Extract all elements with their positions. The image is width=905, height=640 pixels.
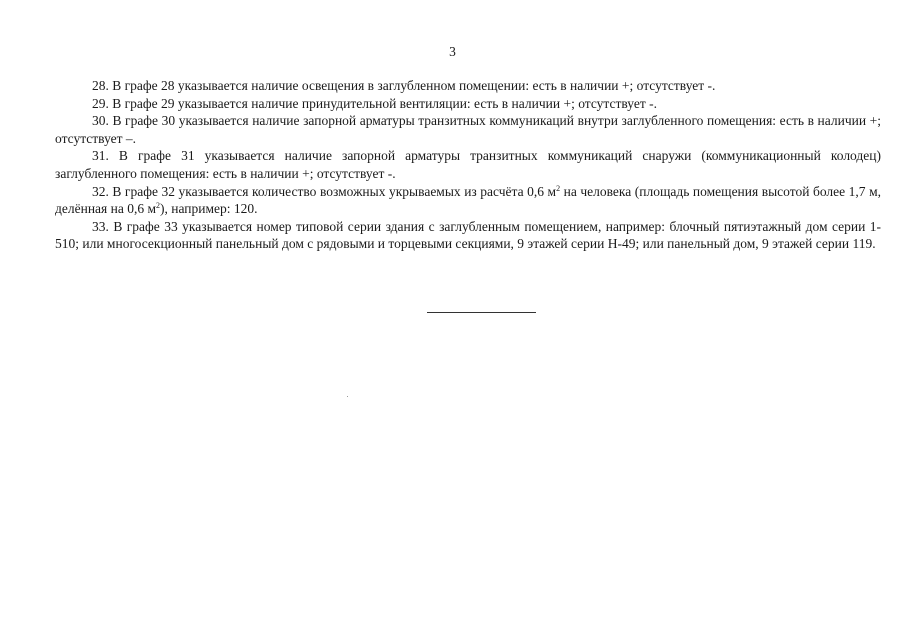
paragraph-text: В графе 33 указывается номер типовой серии здания с заглубленным помещением, например: блочный пятиэтажный дом серии 1-510; или многосекционный панельный дом с рядовыми и торцевыми секциями, 9 этажей серии Н-49; или панельный дом, 9 этажей серии 119.: [55, 218, 881, 252]
paragraph-text: на человека (площадь помещения высотой более 1,7 м, делённая на 0,6 м: [55, 183, 881, 217]
paragraph-31: [55, 147, 881, 182]
paragraph-30: [55, 112, 881, 147]
paragraph-number: 28.: [92, 78, 109, 93]
scan-speck: [347, 396, 348, 397]
page-number: 3: [449, 44, 456, 59]
paragraph-text: ), например: 120.: [160, 201, 258, 217]
superscript: 2: [156, 201, 160, 211]
paragraph-text: В графе 30 указывается наличие запорной арматуры транзитных коммуникаций внутри заглубленного помещения: есть в наличии +; отсутствует –.: [55, 113, 881, 146]
paragraph-33: [55, 218, 881, 253]
paragraph-number: 32.: [92, 183, 109, 199]
paragraph-number: 31.: [92, 148, 109, 164]
paragraph-28: [55, 77, 881, 95]
footnote-separator-line: [427, 312, 536, 313]
superscript: 2: [556, 183, 561, 193]
paragraph-text: В графе 31 указывается наличие запорной арматуры транзитных коммуникаций снаружи (коммуникационный колодец) заглубленного помещения: есть в наличии +; отсутствует -.: [55, 148, 881, 181]
paragraph-number: 30.: [92, 113, 109, 129]
paragraph-text: В графе 29 указывается наличие принудительной вентиляции: есть в наличии +; отсутствует -.: [108, 95, 657, 111]
paragraph-text: В графе 28 указывается наличие освещения в заглубленном помещении: есть в наличии +; отсутствует -.: [108, 78, 716, 93]
paragraph-29: [55, 95, 881, 113]
paragraph-32: [55, 183, 881, 218]
document-body: [55, 77, 881, 253]
paragraph-text: В графе 32 указывается количество возможных укрываемых из расчёта 0,6 м: [108, 183, 557, 199]
paragraph-number: 29.: [92, 95, 109, 111]
paragraph-number: 33.: [92, 218, 109, 234]
